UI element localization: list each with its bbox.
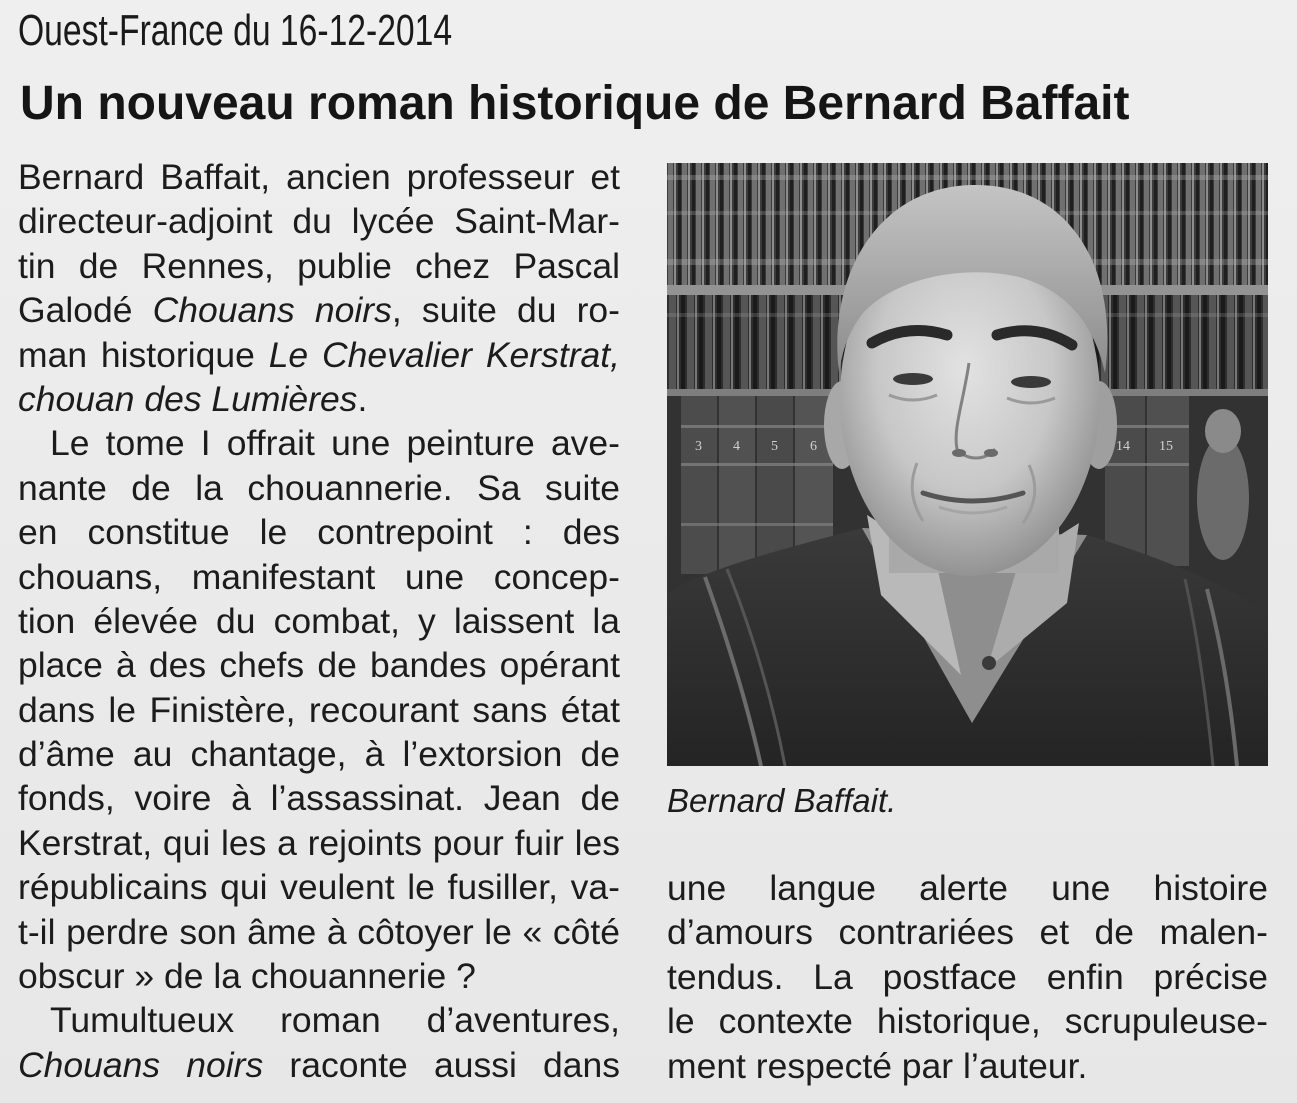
text-line <box>18 954 620 998</box>
text-segment: raconte aussi dans <box>263 1044 620 1085</box>
text-segment: nante de la chouannerie. Sa suite <box>18 467 620 508</box>
text-line <box>18 510 620 554</box>
article-headline: Un nouveau roman historique de Bernard Baffait <box>20 77 1130 130</box>
book-title-italic: Chouans noirs <box>152 290 392 331</box>
text-line <box>18 688 620 732</box>
text-segment: Kerstrat, qui les a rejoints pour fuir les <box>18 822 620 863</box>
text-line <box>18 288 620 332</box>
newspaper-source-date: Ouest-France du 16-12-2014 <box>18 6 453 55</box>
spine-number: 14 <box>1116 439 1130 454</box>
text-line <box>18 821 620 865</box>
text-segment: en constitue le contrepoint : des <box>18 512 620 553</box>
spine-number: 4 <box>733 439 740 454</box>
text-line <box>18 865 620 909</box>
text-segment: dans le Finistère, recourant sans état <box>18 689 620 730</box>
text-segment: fonds, voire à l’assassinat. Jean de <box>18 778 620 819</box>
text-line <box>18 155 620 199</box>
text-line <box>18 599 620 643</box>
text-line <box>18 421 620 465</box>
text-segment: républicains qui veulent le fusiller, va- <box>18 867 620 908</box>
text-segment: d’âme au chantage, à l’extorsion de <box>18 734 620 775</box>
spine-number: 6 <box>810 439 817 454</box>
text-segment: chouans, manifestant une concep- <box>18 556 620 597</box>
text-line <box>18 910 620 954</box>
text-line <box>18 732 620 776</box>
text-segment: man historique <box>18 334 269 375</box>
spine-number: 5 <box>771 439 778 454</box>
text-line <box>18 776 620 820</box>
author-photo-illustration <box>667 163 1268 766</box>
text-line <box>667 866 1268 910</box>
book-spines-right <box>1105 396 1189 566</box>
text-line <box>667 999 1268 1043</box>
text-segment: Le tome I offrait une peinture ave- <box>50 423 620 464</box>
author-photo <box>667 163 1268 766</box>
article-column-left <box>18 155 620 1087</box>
text-segment: . <box>357 378 368 419</box>
text-line <box>667 910 1268 954</box>
text-line <box>18 377 620 421</box>
text-segment: place à des chefs de bandes opérant <box>18 645 620 686</box>
shirt-button <box>982 656 996 670</box>
text-segment: ment respecté par l’auteur. <box>667 1045 1088 1086</box>
spine-number: 15 <box>1159 439 1173 454</box>
spine-number: 3 <box>695 439 702 454</box>
text-segment: d’amours contrariées et de malen- <box>667 912 1268 953</box>
text-segment: directeur-adjoint du lycée Saint-Mar- <box>18 201 620 242</box>
text-segment: le contexte historique, scrupuleuse- <box>667 1001 1268 1042</box>
text-line <box>18 466 620 510</box>
text-segment: tion élevée du combat, y laissent la <box>18 600 620 641</box>
text-segment: , suite du ro- <box>391 290 620 331</box>
text-line <box>18 643 620 687</box>
text-segment: Galodé <box>18 290 153 331</box>
text-line <box>18 998 620 1042</box>
text-line <box>18 1043 620 1087</box>
text-line <box>667 955 1268 999</box>
text-segment: tin de Rennes, publie chez Pascal <box>18 245 620 286</box>
text-line <box>18 244 620 288</box>
text-segment: obscur » de la chouannerie ? <box>18 956 476 997</box>
text-segment: tendus. La postface enfin précise <box>667 956 1268 997</box>
text-segment: une langue alerte une histoire <box>667 868 1268 908</box>
text-line <box>667 1044 1268 1088</box>
photo-caption: Bernard Baffait. <box>667 782 897 819</box>
text-segment: Bernard Baffait, ancien professeur et <box>18 157 620 197</box>
book-title-italic: chouan des Lumières <box>18 378 358 419</box>
text-segment: Tumultueux roman d’aventures, <box>50 1000 620 1041</box>
book-title-italic: Chouans noirs <box>18 1044 264 1085</box>
article-column-right <box>667 866 1268 1088</box>
book-title-italic: Le Chevalier Kerstrat, <box>268 334 620 375</box>
text-line <box>18 555 620 599</box>
text-line <box>18 199 620 243</box>
text-segment: t-il perdre son âme à côtoyer le « côté <box>18 911 620 952</box>
text-line <box>18 333 620 377</box>
